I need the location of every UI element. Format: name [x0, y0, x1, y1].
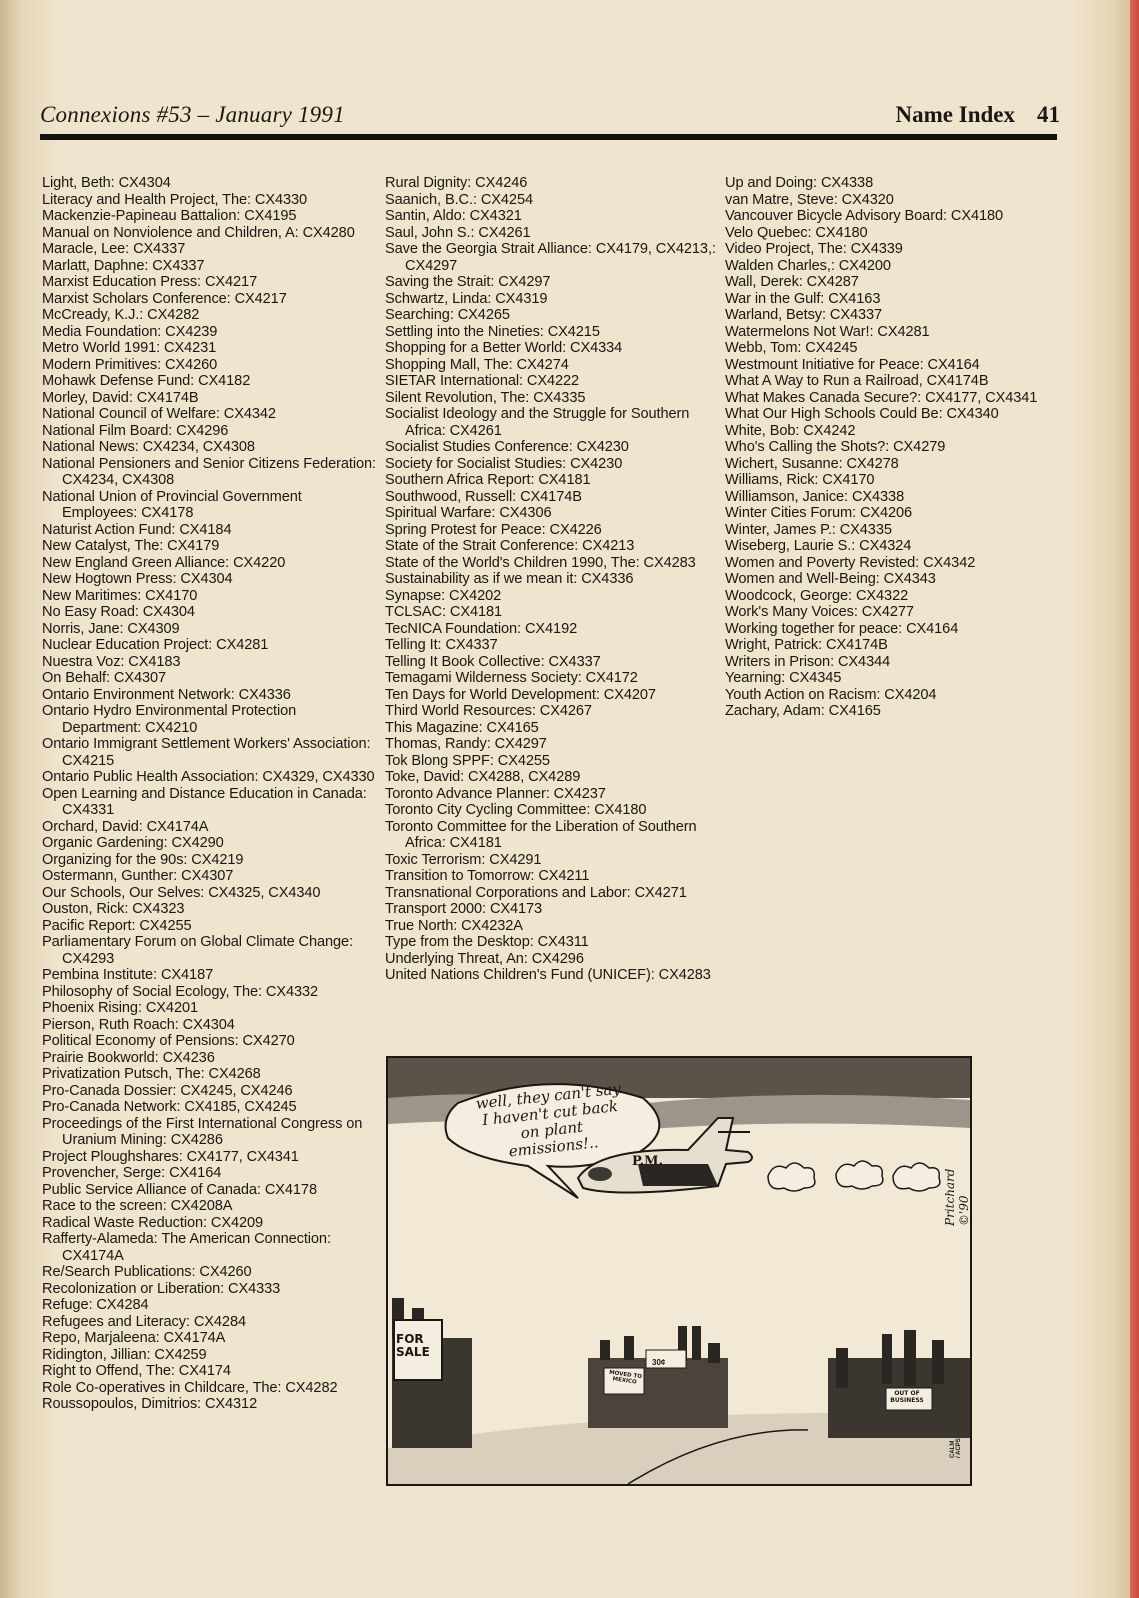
index-entry: SIETAR International: CX4222 [385, 373, 580, 389]
section-heading [896, 102, 1060, 128]
index-entry: Settling into the Nineties: CX4215 [385, 323, 600, 340]
index-entry: TCLSAC: CX4181 [385, 604, 503, 620]
index-entry: TecNICA Foundation: CX4192 [385, 620, 578, 637]
index-entry: Pierson, Ruth Roach: CX4304 [42, 1016, 235, 1033]
index-entry: Society for Socialist Studies: CX4230 [385, 455, 623, 472]
index-entry: What Makes Canada Secure?: CX4177, CX4341 [725, 389, 1038, 406]
index-entry: State of the World's Children 1990, The: CX4283 [385, 554, 696, 571]
index-entry: State of the Strait Conference: CX4213 [385, 538, 635, 554]
index-entry: Role Co-operatives in Childcare, The: CX4282 [42, 1379, 338, 1396]
index-entry: Metro World 1991: CX4231 [42, 340, 217, 356]
page-number: 41 [1037, 102, 1060, 127]
index-entry: Spring Protest for Peace: CX4226 [385, 521, 602, 538]
index-entry: Roussopoulos, Dimitrios: CX4312 [42, 1396, 258, 1412]
index-entry: Refugees and Literacy: CX4284 [42, 1313, 246, 1330]
index-entry: Repo, Marjaleena: CX4174A [42, 1330, 226, 1346]
index-entry: Toxic Terrorism: CX4291 [385, 851, 542, 868]
index-entry: Williamson, Janice: CX4338 [725, 488, 905, 505]
index-entry: Santin, Aldo: CX4321 [385, 208, 522, 224]
index-entry: Phoenix Rising: CX4201 [42, 1000, 198, 1016]
cartoon-credit: CALM / ACPS [950, 1438, 962, 1458]
index-entry: Temagami Wilderness Society: CX4172 [385, 670, 638, 686]
index-entry: Race to the screen: CX4208A [42, 1198, 233, 1214]
index-entry: Privatization Putsch, The: CX4268 [42, 1066, 261, 1082]
page-header [40, 98, 1060, 134]
sky-shading [388, 1058, 970, 1098]
index-entry: Marxist Education Press: CX4217 [42, 274, 258, 290]
index-entry: Wall, Derek: CX4287 [725, 274, 859, 290]
index-entry: Williams, Rick: CX4170 [725, 472, 875, 488]
index-entry: Pro-Canada Network: CX4185, CX4245 [42, 1099, 297, 1115]
index-entry: Wiseberg, Laurie S.: CX4324 [725, 538, 912, 554]
index-entry: Telling It: CX4337 [385, 637, 498, 653]
index-entry: Media Foundation: CX4239 [42, 323, 218, 340]
index-entry: Mackenzie-Papineau Battalion: CX4195 [42, 208, 297, 224]
index-entry: Winter Cities Forum: CX4206 [725, 505, 913, 521]
index-entry: National Film Board: CX4296 [42, 422, 229, 439]
index-entry: Marxist Scholars Conference: CX4217 [42, 290, 287, 307]
index-entry: No Easy Road: CX4304 [42, 604, 195, 620]
index-entry: Ontario Environment Network: CX4336 [42, 686, 291, 703]
index-entry: Work's Many Voices: CX4277 [725, 604, 914, 620]
index-entry: Saul, John S.: CX4261 [385, 224, 531, 241]
speech-text: well, they can't say I haven't cut back on plant emissions!.. [474, 1079, 622, 1161]
index-entry: On Behalf: CX4307 [42, 670, 167, 686]
index-entry: National Pensioners and Senior Citizens Federation: CX4234, CX4308 [42, 455, 376, 488]
section-title: Name Index [895, 102, 1015, 127]
publication-title: Connexions #53 – January 1991 [40, 102, 345, 127]
index-entry: National Council of Welfare: CX4342 [42, 406, 276, 422]
index-entry: Public Service Alliance of Canada: CX4178 [42, 1181, 317, 1198]
index-entry: Transition to Tomorrow: CX4211 [385, 868, 590, 884]
index-entry: Shopping Mall, The: CX4274 [385, 356, 569, 373]
index-entry: Westmount Initiative for Peace: CX4164 [725, 356, 980, 373]
index-entry: Webb, Tom: CX4245 [725, 340, 858, 356]
index-entry: This Magazine: CX4165 [385, 719, 539, 736]
index-entry: War in the Gulf: CX4163 [725, 290, 881, 307]
index-entry: Watermelons Not War!: CX4281 [725, 323, 930, 340]
index-entry: Right to Offend, The: CX4174 [42, 1363, 231, 1379]
index-entry: Socialist Studies Conference: CX4230 [385, 439, 629, 455]
index-entry: New Hogtown Press: CX4304 [42, 571, 233, 587]
index-column-2 [385, 175, 720, 984]
index-entry: Searching: CX4265 [385, 307, 510, 323]
index-column-3 [725, 175, 1055, 720]
index-entry: Working together for peace: CX4164 [725, 620, 959, 637]
index-entry: Pembina Institute: CX4187 [42, 967, 214, 983]
index-entry: Light, Beth: CX4304 [42, 175, 171, 191]
index-entry: Woodcock, George: CX4322 [725, 587, 909, 604]
index-entry: Save the Georgia Strait Alliance: CX4179, CX4213,: CX4297 [385, 241, 716, 274]
index-entry: Shopping for a Better World: CX4334 [385, 340, 623, 356]
index-entry: What A Way to Run a Railroad, CX4174B [725, 373, 989, 389]
index-entry: Political Economy of Pensions: CX4270 [42, 1033, 295, 1049]
index-entry: True North: CX4232A [385, 917, 523, 934]
index-entry: Ostermann, Gunther: CX4307 [42, 868, 234, 884]
index-entry: Transport 2000: CX4173 [385, 901, 543, 917]
index-entry: Provencher, Serge: CX4164 [42, 1165, 222, 1181]
index-entry: Ridington, Jillian: CX4259 [42, 1346, 207, 1363]
index-entry: Silent Revolution, The: CX4335 [385, 389, 586, 406]
editorial-cartoon [386, 1056, 972, 1486]
index-entry: Ontario Hydro Environmental Protection Department: CX4210 [42, 703, 297, 736]
index-entry: New Maritimes: CX4170 [42, 587, 198, 604]
index-entry: Wichert, Susanne: CX4278 [725, 455, 899, 472]
index-entry: Underlying Threat, An: CX4296 [385, 950, 584, 967]
index-entry: Orchard, David: CX4174A [42, 818, 209, 835]
index-entry: Pro-Canada Dossier: CX4245, CX4246 [42, 1082, 293, 1099]
index-entry: New England Green Alliance: CX4220 [42, 554, 286, 571]
header-rule [40, 134, 1057, 140]
index-entry: Proceedings of the First International Congress on Uranium Mining: CX4286 [42, 1115, 363, 1148]
index-entry: National News: CX4234, CX4308 [42, 439, 255, 455]
index-entry: Marlatt, Daphne: CX4337 [42, 257, 205, 274]
index-entry: Naturist Action Fund: CX4184 [42, 521, 232, 538]
artist-signature: Pritchard ©'90 [943, 1168, 971, 1226]
index-entry: Saving the Strait: CX4297 [385, 274, 551, 290]
index-entry: Third World Resources: CX4267 [385, 703, 592, 719]
index-entry: Velo Quebec: CX4180 [725, 224, 868, 241]
index-entry: Winter, James P.: CX4335 [725, 521, 892, 538]
index-entry: Video Project, The: CX4339 [725, 241, 903, 257]
index-entry: Sustainability as if we mean it: CX4336 [385, 571, 634, 587]
index-entry: Telling It Book Collective: CX4337 [385, 653, 601, 670]
index-entry: Manual on Nonviolence and Children, A: CX4280 [42, 224, 355, 241]
factory-sign: 30¢ [652, 1358, 666, 1367]
index-entry: Southern Africa Report: CX4181 [385, 472, 591, 488]
index-entry: United Nations Children's Fund (UNICEF): CX4283 [385, 967, 711, 983]
index-entry: Transnational Corporations and Labor: CX4271 [385, 884, 687, 901]
index-entry: Open Learning and Distance Education in Canada: CX4331 [42, 785, 367, 818]
index-entry: Ouston, Rick: CX4323 [42, 901, 185, 917]
plane-label: P.M. [632, 1154, 664, 1169]
index-entry: Women and Well-Being: CX4343 [725, 571, 936, 587]
index-entry: Norris, Jane: CX4309 [42, 620, 180, 637]
index-entry: McCready, K.J.: CX4282 [42, 307, 200, 323]
index-entry: Zachary, Adam: CX4165 [725, 703, 881, 719]
index-entry: Tok Blong SPPF: CX4255 [385, 752, 550, 769]
index-entry: Spiritual Warfare: CX4306 [385, 505, 552, 521]
index-entry: Rafferty-Alameda: The American Connection: CX4174A [42, 1231, 331, 1264]
index-entry: Radical Waste Reduction: CX4209 [42, 1214, 264, 1231]
index-entry: Vancouver Bicycle Advisory Board: CX4180 [725, 208, 1004, 224]
index-entry: White, Bob: CX4242 [725, 422, 856, 439]
for-sale-sign: FOR SALE [396, 1332, 430, 1359]
index-entry: Type from the Desktop: CX4311 [385, 934, 589, 950]
index-entry: Organizing for the 90s: CX4219 [42, 851, 244, 868]
index-entry: Modern Primitives: CX4260 [42, 356, 218, 373]
index-entry: Thomas, Randy: CX4297 [385, 736, 547, 752]
index-entry: Who's Calling the Shots?: CX4279 [725, 439, 946, 455]
index-entry: Ontario Immigrant Settlement Workers' Association: CX4215 [42, 736, 371, 769]
left-factory [392, 1298, 472, 1448]
index-entry: Toronto Committee for the Liberation of Southern Africa: CX4181 [385, 818, 697, 851]
index-entry: Youth Action on Racism: CX4204 [725, 686, 937, 703]
index-entry: Parliamentary Forum on Global Climate Change: CX4293 [42, 934, 354, 967]
index-entry: Wright, Patrick: CX4174B [725, 637, 888, 653]
index-column-1 [42, 175, 377, 1413]
exhaust-clouds [768, 1161, 940, 1191]
index-entry: Toronto City Cycling Committee: CX4180 [385, 802, 647, 818]
out-of-business-sign: OUT OF BUSINESS [890, 1390, 924, 1404]
index-entry: National Union of Provincial Government Employees: CX4178 [42, 488, 302, 521]
index-entry: Toke, David: CX4288, CX4289 [385, 769, 581, 785]
index-entry: Warland, Betsy: CX4337 [725, 307, 883, 323]
red-page-edge [1130, 0, 1139, 1598]
right-factory [828, 1330, 970, 1438]
index-entry: Nuestra Voz: CX4183 [42, 653, 181, 670]
index-entry: Maracle, Lee: CX4337 [42, 241, 186, 257]
index-entry: Up and Doing: CX4338 [725, 175, 874, 191]
index-entry: Schwartz, Linda: CX4319 [385, 290, 548, 307]
index-entry: Our Schools, Our Selves: CX4325, CX4340 [42, 884, 321, 901]
index-entry: Rural Dignity: CX4246 [385, 175, 528, 191]
index-entry: Yearning: CX4345 [725, 670, 842, 686]
index-entry: Refuge: CX4284 [42, 1297, 149, 1313]
index-entry: Nuclear Education Project: CX4281 [42, 637, 269, 653]
index-entry: Ten Days for World Development: CX4207 [385, 686, 656, 703]
index-entry: Literacy and Health Project, The: CX4330 [42, 191, 308, 208]
index-entry: Walden Charles,: CX4200 [725, 257, 891, 274]
index-entry: Ontario Public Health Association: CX4329, CX4330 [42, 769, 375, 785]
index-entry: Pacific Report: CX4255 [42, 917, 192, 934]
index-entry: New Catalyst, The: CX4179 [42, 538, 220, 554]
index-entry: Toronto Advance Planner: CX4237 [385, 785, 606, 802]
index-entry: Recolonization or Liberation: CX4333 [42, 1280, 281, 1297]
index-entry: What Our High Schools Could Be: CX4340 [725, 406, 999, 422]
index-entry: Re/Search Publications: CX4260 [42, 1264, 252, 1280]
moved-sign: MOVED TO MEXICO [608, 1369, 643, 1386]
index-entry: Synapse: CX4202 [385, 587, 502, 604]
index-entry: Project Ploughshares: CX4177, CX4341 [42, 1148, 299, 1165]
index-entry: Prairie Bookworld: CX4236 [42, 1049, 215, 1066]
index-entry: Women and Poverty Revisted: CX4342 [725, 554, 976, 571]
index-entry: Saanich, B.C.: CX4254 [385, 191, 533, 208]
index-entry: Southwood, Russell: CX4174B [385, 488, 582, 505]
index-entry: Organic Gardening: CX4290 [42, 835, 224, 851]
index-entry: Morley, David: CX4174B [42, 389, 199, 406]
index-entry: Mohawk Defense Fund: CX4182 [42, 373, 251, 389]
index-entry: Socialist Ideology and the Struggle for Southern Africa: CX4261 [385, 406, 690, 439]
index-entry: Writers in Prison: CX4344 [725, 653, 891, 670]
index-entry: van Matre, Steve: CX4320 [725, 191, 894, 208]
index-entry: Philosophy of Social Ecology, The: CX4332 [42, 983, 319, 1000]
